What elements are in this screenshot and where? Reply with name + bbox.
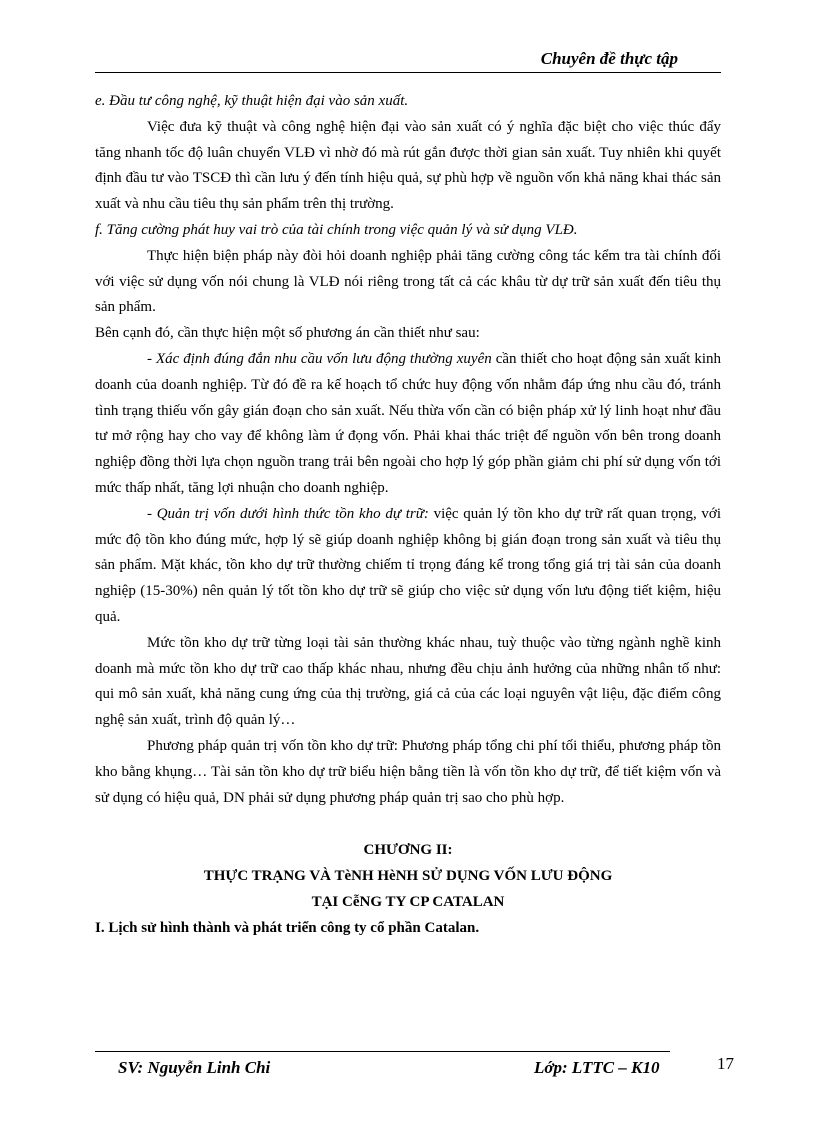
section-heading: I. Lịch sử hình thành và phát triển công ty cổ phần Catalan.	[95, 920, 480, 937]
bullet-working-capital-text: cần thiết cho hoạt động sản xuất kinh doanh của doanh nghiệp. Từ đó đề ra kế hoạch tổ chức huy động vốn nhằm đáp ứng nhu cầu đó, tránh tình trạng thiếu vốn gây gián đoạn cho sản xuất. Nếu thừa vốn cần có biện pháp xử lý linh hoạt như đầu tư mở rộng hay cho vay để không làm ứ đọng vốn. Phải khai thác triệt để nguồn vốn bên trong doanh nghiệp đồng thời lựa chọn nguồn trang trải bên ngoài cho hợp lý góp phần giảm chi phí sử dụng vốn tới mức thấp nhất, tăng lợi nhuận cho doanh nghiệp.	[95, 350, 721, 496]
bullet-working-capital	[95, 347, 721, 502]
bullet-inventory	[95, 502, 721, 631]
chapter-title-line2: TẠI CễNG TY CP CATALAN	[311, 894, 505, 911]
heading-e: e. Đầu tư công nghệ, kỹ thuật hiện đại vào sản xuất.	[95, 93, 409, 109]
intro-line: Bên cạnh đó, cần thực hiện một số phương án cần thiết như sau:	[95, 325, 480, 342]
paragraph-method: Phương pháp quản trị vốn tồn kho dự trữ: Phương pháp tổng chi phí tối thiểu, phương pháp tồn kho bằng khụng… Tài sản tồn kho dự trữ biểu hiện bằng tiền là vốn tồn kho dự trữ, để tiết kiệm vốn và sử dụng có hiệu quả, DN phải sử dụng phương pháp quản trị sao cho phù hợp.	[95, 737, 721, 806]
bullet-working-capital-lead: - Xác định đúng đắn nhu cầu vốn lưu động thường xuyên	[147, 350, 492, 367]
chapter-number: CHƯƠNG II:	[363, 842, 453, 859]
header-rule	[95, 72, 721, 73]
header-title: Chuyên đề thực tập	[540, 49, 678, 68]
footer-rule	[95, 1051, 670, 1052]
chapter-title-line1: THỰC TRẠNG VÀ TèNH HèNH SỬ DỤNG VỐN LƯU ĐỘNG	[203, 868, 613, 885]
bullet-inventory-lead: - Quản trị vốn dưới hình thức tồn kho dự trữ:	[147, 505, 429, 522]
paragraph-stock-level: Mức tồn kho dự trữ từng loại tài sản thường khác nhau, tuỳ thuộc vào từng ngành nghề kinh doanh mà mức tồn kho dự trữ cao thấp khác nhau, nhưng đều chịu ảnh hưởng của những nhân tố như: qui mô sản xuất, khả năng cung ứng của thị trường, giá cả của các loại nguyên vật liệu, đặc điểm công nghệ sản xuất, trình độ quản lý…	[95, 634, 721, 729]
page-number: 17	[717, 1054, 734, 1073]
paragraph-e: Việc đưa kỹ thuật và công nghệ hiện đại vào sản xuất có ý nghĩa đặc biệt cho việc thúc đẩy tăng nhanh tốc độ luân chuyển VLĐ vì nhờ đó mà rút gắn được thời gian sản xuất. Tuy nhiên khi quyết định đầu tư vào TSCĐ thì cần lưu ý đến tính hiệu quả, sự phù hợp về nguồn vốn khả năng khai thác sản xuất và nhu cầu tiêu thụ sản phẩm trên thị trường.	[95, 118, 721, 213]
footer-class: Lớp: LTTC – K10	[534, 1058, 660, 1077]
heading-f: f. Tăng cường phát huy vai trò của tài chính trong việc quản lý và sử dụng VLĐ.	[95, 221, 578, 238]
bullet-inventory-text: việc quản lý tồn kho dự trữ rất quan trọng, với mức độ tồn kho đúng mức, hợp lý sẽ giúp doanh nghiệp không bị gián đoạn trong sản xuất và tiêu thụ sản phẩm. Mặt khác, tồn kho dự trữ thường chiếm tỉ trọng đáng kể trong tổng giá trị tài sản của doanh nghiệp (15-30%) nên quản lý tốt tồn kho dự trữ sẽ giúp cho việc sử dụng vốn lưu động tiết kiệm, hiệu quả.	[95, 505, 721, 625]
footer-student: SV: Nguyễn Linh Chi	[118, 1058, 271, 1077]
document-body	[95, 89, 721, 941]
paragraph-f: Thực hiện biện pháp này đòi hỏi doanh nghiệp phải tăng cường công tác kểm tra tài chính đối với việc sử dụng vốn nói chung là VLĐ nói riêng trong tất cả các khâu từ dự trữ sản xuất đến tiêu thụ sản phẩm.	[95, 247, 721, 316]
